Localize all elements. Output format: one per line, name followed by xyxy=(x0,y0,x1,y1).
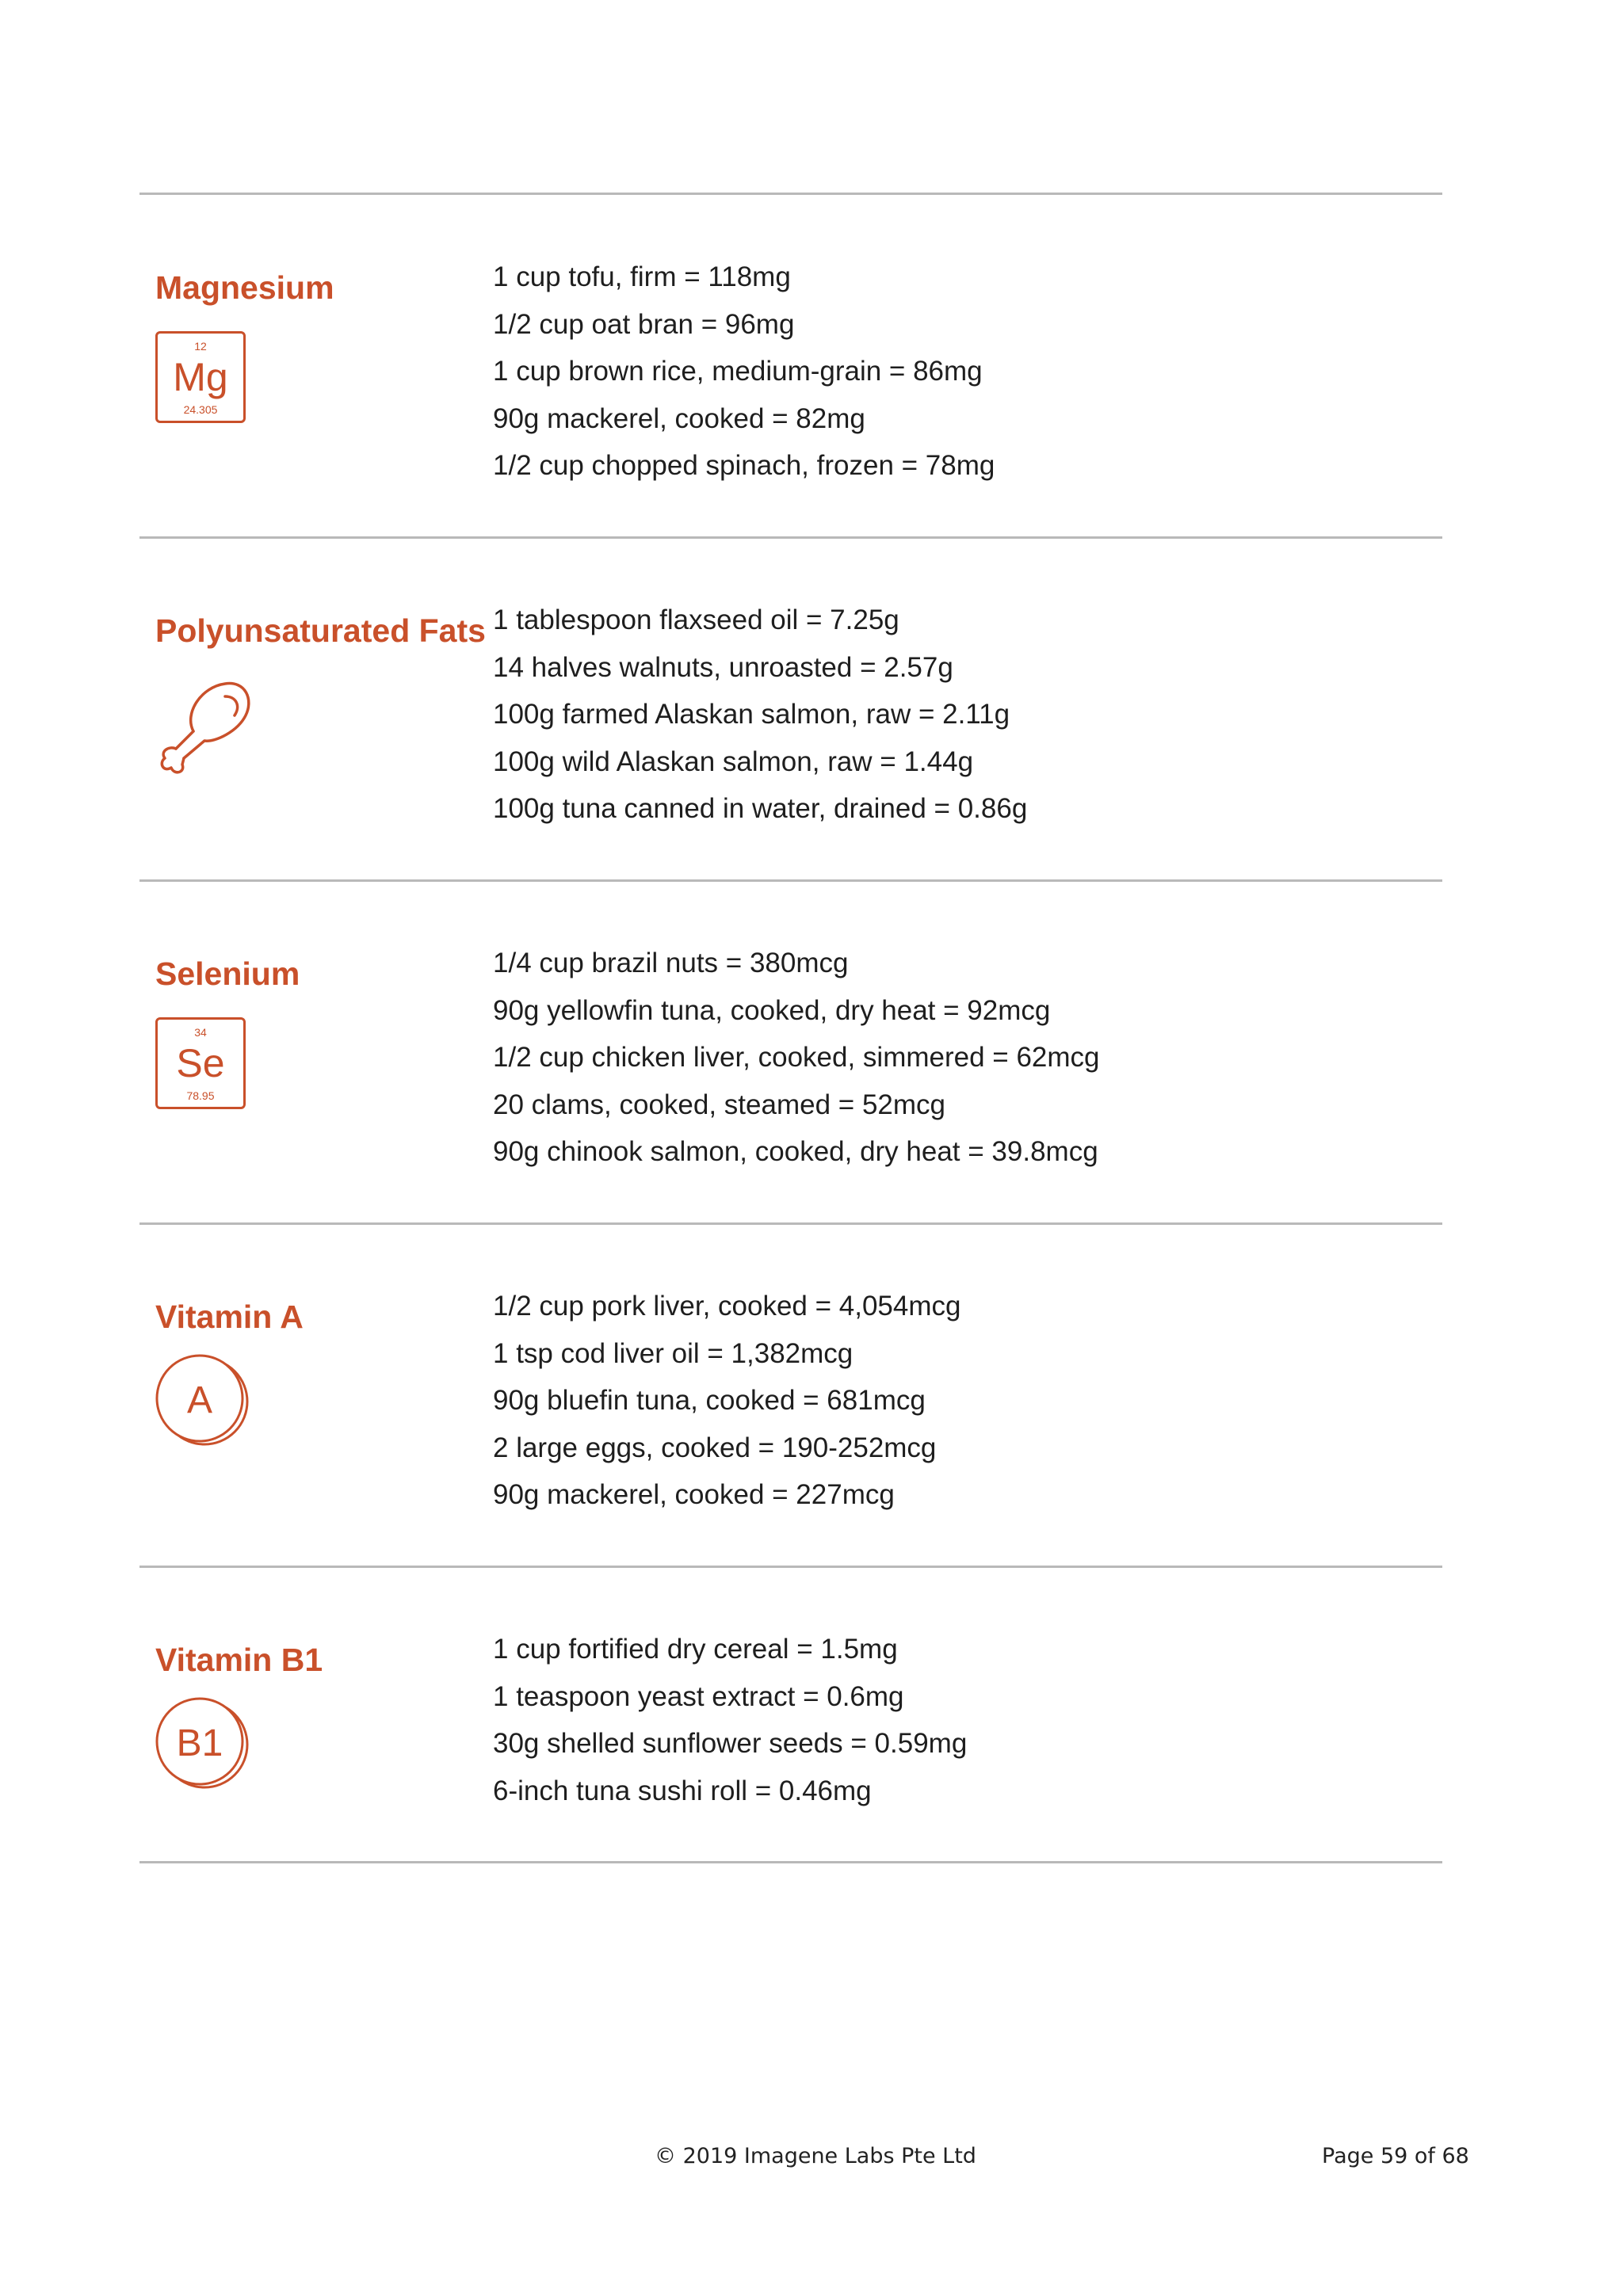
list-item: 90g mackerel, cooked = 227mcg xyxy=(493,1479,895,1510)
list-item: 1/2 cup chicken liver, cooked, simmered = 62mcg xyxy=(493,1042,1100,1073)
list-item: 90g chinook salmon, cooked, dry heat = 39.8mcg xyxy=(493,1136,1098,1167)
divider xyxy=(139,879,1442,882)
nutrient-title: Magnesium xyxy=(155,269,334,306)
list-item: 100g wild Alaskan salmon, raw = 1.44g xyxy=(493,746,974,777)
food-source-list xyxy=(493,940,1100,1176)
vitamin-a-icon xyxy=(151,1351,254,1454)
atomic-number: 34 xyxy=(194,1026,207,1039)
nutrient-title: Polyunsaturated Fats xyxy=(155,612,486,649)
list-item: 1/2 cup oat bran = 96mg xyxy=(493,308,795,340)
food-source-list xyxy=(493,597,1027,833)
nutrient-title: Vitamin B1 xyxy=(155,1642,323,1678)
list-item: 1/2 cup pork liver, cooked = 4,054mcg xyxy=(493,1291,961,1322)
food-source-list xyxy=(493,1626,967,1814)
list-item: 1 cup brown rice, medium-grain = 86mg xyxy=(493,356,983,387)
copyright-notice: © 2019 Imagene Labs Pte Ltd xyxy=(655,2144,976,2168)
nutrient-section-vitamin-b1 xyxy=(0,1610,1623,1848)
list-item: 14 halves walnuts, unroasted = 2.57g xyxy=(493,651,953,683)
list-item: 90g mackerel, cooked = 82mg xyxy=(493,402,865,434)
divider xyxy=(139,193,1442,195)
nutrient-section-selenium xyxy=(0,924,1623,1209)
list-item: 1 cup fortified dry cereal = 1.5mg xyxy=(493,1634,898,1665)
list-item: 90g bluefin tuna, cooked = 681mcg xyxy=(493,1385,926,1416)
list-item: 100g tuna canned in water, drained = 0.86g xyxy=(493,793,1028,824)
list-item: 1 cup tofu, firm = 118mg xyxy=(493,261,791,292)
nutrient-title: Vitamin A xyxy=(155,1299,304,1335)
atomic-number: 12 xyxy=(194,340,207,353)
nutrient-section-vitamin-a xyxy=(0,1267,1623,1552)
nutrient-section-magnesium xyxy=(0,238,1623,523)
vitamin-label: B1 xyxy=(176,1722,223,1764)
list-item: 2 large eggs, cooked = 190-252mcg xyxy=(493,1432,937,1463)
list-item: 1 tsp cod liver oil = 1,382mcg xyxy=(493,1337,854,1369)
nutrient-section-polyunsaturated-fats xyxy=(0,581,1623,866)
element-symbol: Mg xyxy=(173,355,228,399)
page-number: Page 59 of 68 xyxy=(1322,2144,1469,2168)
atomic-mass: 78.95 xyxy=(186,1089,215,1102)
divider xyxy=(139,1566,1442,1568)
food-source-list xyxy=(493,1283,961,1519)
periodic-element-icon xyxy=(155,1017,246,1109)
list-item: 20 clams, cooked, steamed = 52mcg xyxy=(493,1089,945,1120)
list-item: 1/2 cup chopped spinach, frozen = 78mg xyxy=(493,450,995,481)
list-item: 6-inch tuna sushi roll = 0.46mg xyxy=(493,1775,872,1806)
drumstick-icon xyxy=(152,669,255,780)
divider xyxy=(139,1222,1442,1225)
divider xyxy=(139,1861,1442,1863)
atomic-mass: 24.305 xyxy=(183,403,218,416)
vitamin-label: A xyxy=(186,1379,213,1421)
divider xyxy=(139,536,1442,539)
vitamin-b1-icon xyxy=(151,1694,254,1797)
list-item: 1 tablespoon flaxseed oil = 7.25g xyxy=(493,605,899,635)
nutrient-title: Selenium xyxy=(155,955,300,992)
list-item: 100g farmed Alaskan salmon, raw = 2.11g xyxy=(493,699,1010,730)
element-symbol: Se xyxy=(176,1041,225,1085)
food-source-list xyxy=(493,254,995,490)
periodic-element-icon xyxy=(155,331,246,423)
list-item: 1/4 cup brazil nuts = 380mcg xyxy=(493,948,849,978)
list-item: 90g yellowfin tuna, cooked, dry heat = 92mcg xyxy=(493,994,1051,1026)
list-item: 1 teaspoon yeast extract = 0.6mg xyxy=(493,1680,904,1712)
list-item: 30g shelled sunflower seeds = 0.59mg xyxy=(493,1728,968,1759)
